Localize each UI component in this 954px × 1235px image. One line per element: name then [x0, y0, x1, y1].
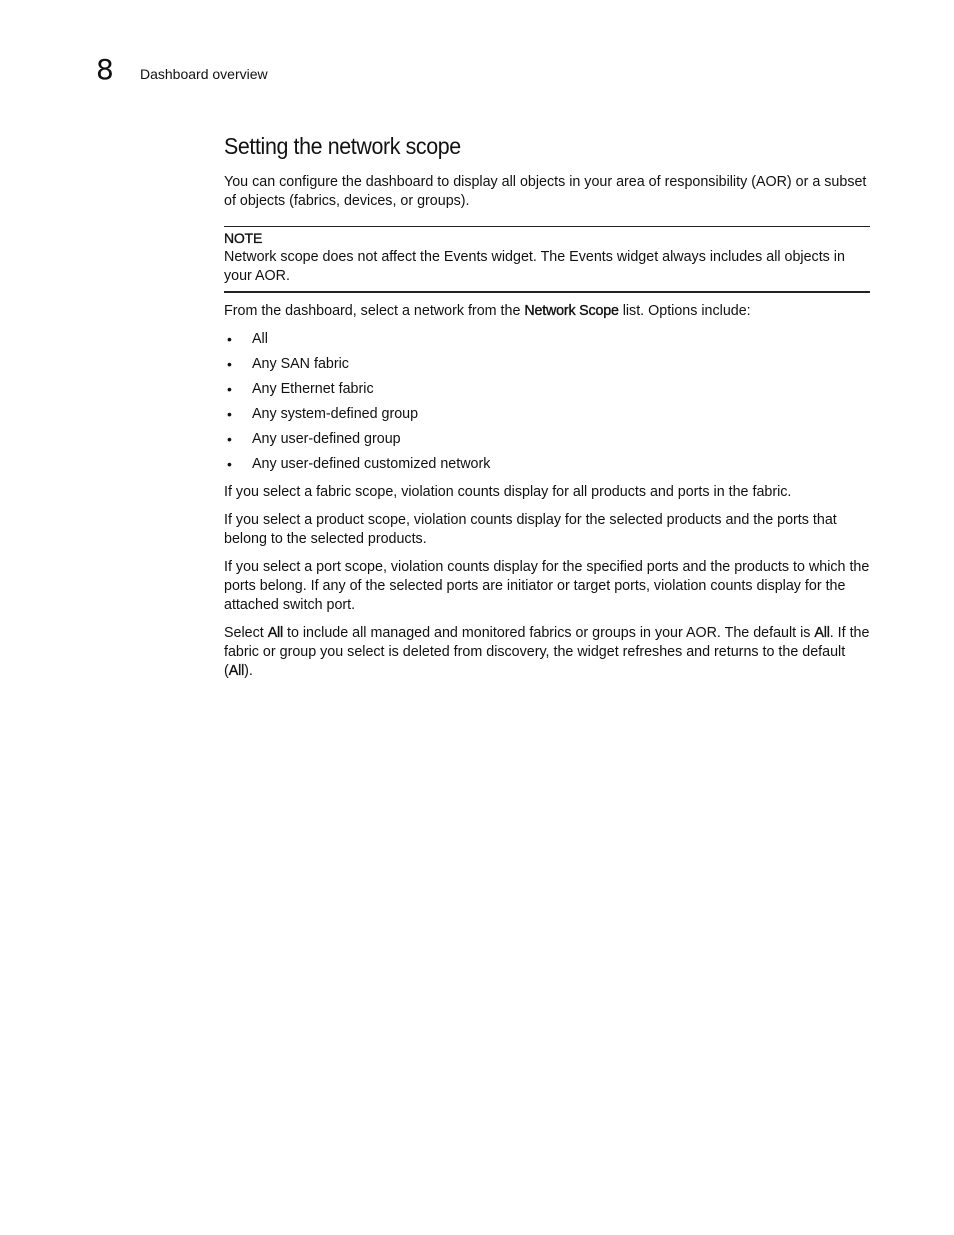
list-item-label: Any user-defined customized network	[252, 456, 491, 472]
list-item-label: All	[252, 331, 268, 347]
network-scope-label: Network Scope	[524, 303, 619, 319]
note-label: NOTE	[224, 230, 263, 246]
network-scope-instruction	[224, 302, 870, 321]
list-item-label: Any user-defined group	[252, 431, 401, 447]
intro-paragraph: You can configure the dashboard to display all objects in your area of responsibility (AOR) or a subset of objects (fabrics, devices, or groups).	[224, 174, 867, 209]
default-text: Select	[224, 625, 268, 641]
list-item	[224, 355, 870, 380]
bullet-icon: •	[227, 331, 232, 347]
fabric-scope-paragraph: If you select a fabric scope, violation counts display for all products and ports in the fabric.	[224, 484, 792, 500]
default-text: to include all managed and monitored fabrics or groups in your AOR. The default is	[283, 625, 815, 641]
chapter-number: 8	[96, 53, 114, 86]
list-item-label: Any system-defined group	[252, 406, 419, 422]
note-box	[224, 226, 870, 293]
bullet-icon: •	[227, 456, 232, 472]
all-option-label: All	[267, 625, 284, 641]
all-option-label: All	[228, 663, 245, 679]
list-item	[224, 455, 870, 480]
list-item	[224, 405, 870, 430]
instruction-text: list. Options include:	[618, 303, 751, 319]
all-option-label: All	[814, 625, 830, 641]
page-content	[224, 130, 870, 681]
product-scope-paragraph: If you select a product scope, violation counts display for the selected products and the ports that belong to the selected products.	[224, 512, 837, 547]
note-text: Network scope does not affect the Events widget. The Events widget always includes all objects in your AOR.	[224, 249, 845, 284]
bullet-icon: •	[227, 356, 232, 372]
list-item-label: Any Ethernet fabric	[252, 381, 374, 397]
list-item-label: Any SAN fabric	[252, 356, 349, 372]
list-item	[224, 330, 870, 355]
scope-options-list	[224, 330, 870, 480]
instruction-text: From the dashboard, select a network from the	[224, 303, 525, 319]
bullet-icon: •	[227, 406, 232, 422]
list-item	[224, 380, 870, 405]
bullet-icon: •	[227, 431, 232, 447]
chapter-title: Dashboard overview	[140, 66, 268, 82]
list-item	[224, 430, 870, 455]
default-text: . If the fabric or group you select is deleted from discovery, the widget refreshes and returns to the default (	[224, 625, 870, 679]
port-scope-paragraph: If you select a port scope, violation counts display for the specified ports and the products to which the ports belong. If any of the selected ports are initiator or target ports, violation counts display for the attached switch port.	[224, 559, 870, 613]
bullet-icon: •	[227, 381, 232, 397]
section-title: Setting the network scope	[224, 133, 461, 159]
default-scope-paragraph	[224, 624, 870, 681]
default-text: ).	[244, 663, 253, 679]
